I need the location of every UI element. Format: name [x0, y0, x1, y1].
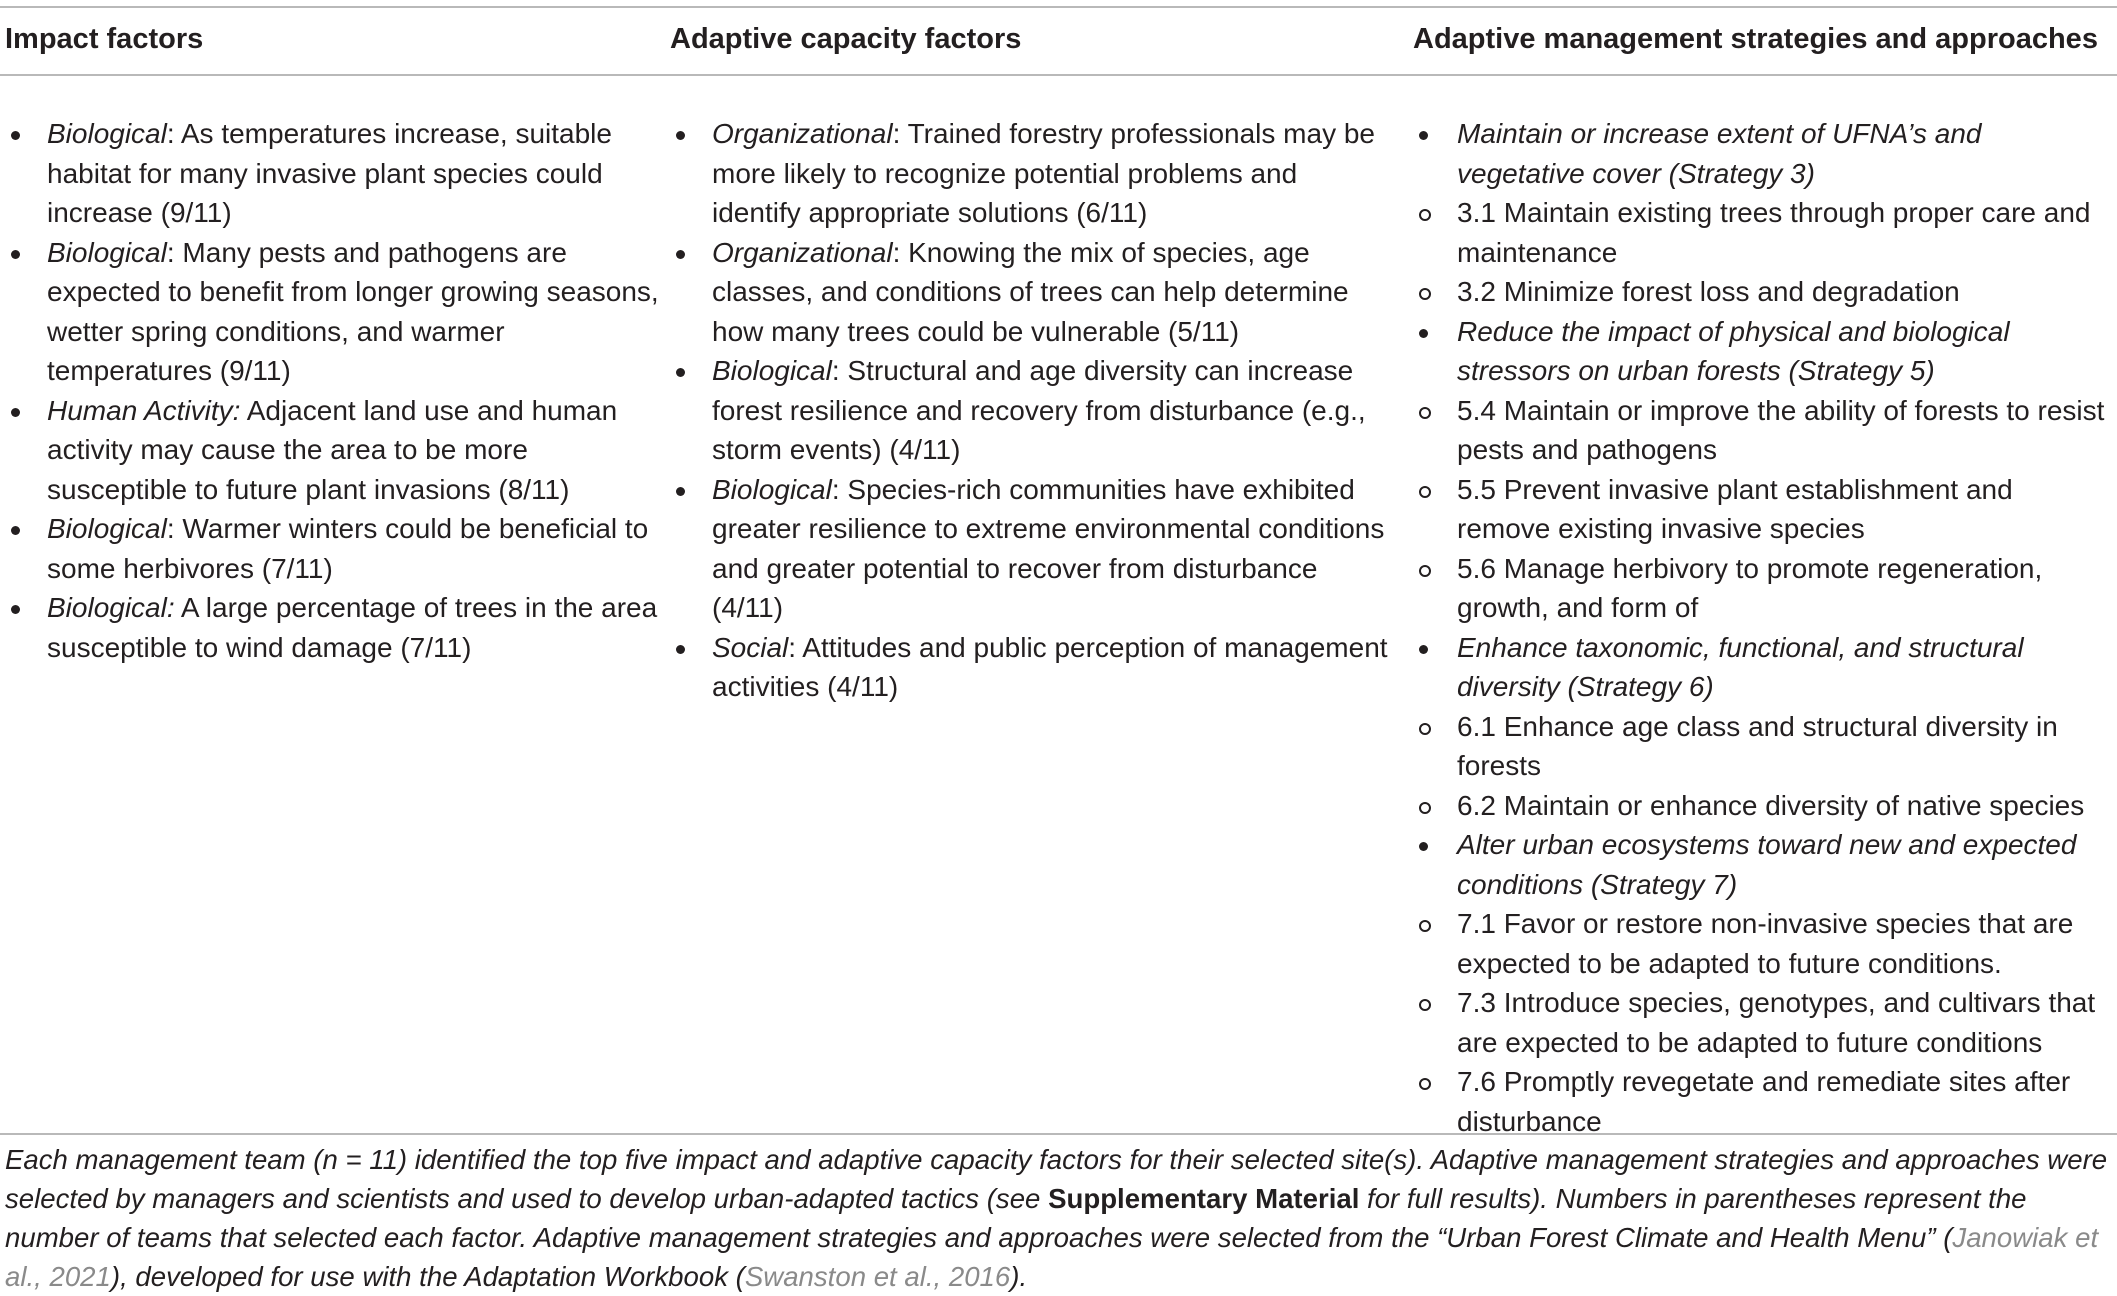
- bullet-icon: [676, 487, 685, 496]
- citation-janowiak-link[interactable]: Janowiak et al., 2021: [5, 1222, 2099, 1292]
- factor-text: : Structural and age diversity can increase forest resilience and recovery from disturbance (e.g., storm events) (4/11): [712, 355, 1366, 465]
- factor-category: Biological: [47, 513, 167, 544]
- approach-item: [1413, 272, 2113, 312]
- approach-item: [1413, 904, 2113, 983]
- list-item: [5, 114, 665, 233]
- approach-text: 5.4 Maintain or improve the ability of forests to resist pests and pathogens: [1457, 394, 2105, 465]
- table-top-rule: [0, 6, 2117, 8]
- strategy-item: [1413, 114, 2113, 193]
- bullet-icon: [11, 605, 20, 614]
- factor-text: : Attitudes and public perception of management activities (4/11): [712, 631, 1388, 702]
- adaptive-capacity-header: Adaptive capacity factors: [670, 23, 1022, 55]
- approach-item: [1413, 549, 2113, 628]
- list-item: [5, 509, 665, 588]
- factor-text: : Warmer winters could be beneficial to some herbivores (7/11): [47, 513, 649, 584]
- factor-category: Organizational: [712, 118, 893, 149]
- header-rule: [0, 74, 2117, 76]
- factor-category: Social: [712, 631, 789, 663]
- table-footnote: [5, 1140, 2115, 1296]
- approach-text: 7.6 Promptly revegetate and remediate sites after disturbance: [1457, 1066, 2071, 1137]
- bullet-icon: [11, 408, 20, 417]
- bullet-icon: [676, 645, 685, 654]
- list-item: [670, 114, 1390, 233]
- approach-item: [1413, 391, 2113, 470]
- approach-text: 6.2 Maintain or enhance diversity of native species: [1457, 789, 2085, 821]
- factor-category: Biological: [47, 236, 167, 268]
- list-item: [670, 233, 1390, 352]
- footnote-text-4: ).: [1010, 1261, 1028, 1292]
- factor-category: Biological: [712, 355, 832, 386]
- list-item: [5, 391, 665, 510]
- bullet-icon: [676, 131, 685, 140]
- approach-text: 5.5 Prevent invasive plant establishment and remove existing invasive species: [1457, 473, 2013, 544]
- factor-text: A large percentage of trees in the area susceptible to wind damage (7/11): [47, 592, 658, 663]
- approach-item: [1413, 786, 2113, 826]
- bullet-icon: [676, 368, 685, 377]
- circle-bullet-icon: [1419, 802, 1431, 814]
- bullet-icon: [1419, 329, 1428, 338]
- bullet-icon: [1419, 645, 1428, 654]
- circle-bullet-icon: [1419, 723, 1431, 735]
- circle-bullet-icon: [1419, 209, 1431, 221]
- list-item: [5, 233, 665, 391]
- approach-item: [1413, 707, 2113, 786]
- strategy-text: Reduce the impact of physical and biological stressors on urban forests (Strategy 5): [1457, 315, 2010, 386]
- circle-bullet-icon: [1419, 920, 1431, 932]
- factor-category: Biological: [712, 473, 832, 505]
- circle-bullet-icon: [1419, 1078, 1431, 1090]
- strategies-list: [1413, 114, 2113, 1141]
- circle-bullet-icon: [1419, 288, 1431, 300]
- strategy-item: [1413, 825, 2113, 904]
- factor-text: : Many pests and pathogens are expected to benefit from longer growing seasons, wetter spring conditions, and warmer temperatures (9/11): [47, 236, 659, 386]
- factor-category: Biological:: [47, 592, 175, 623]
- factor-text: Adjacent land use and human activity may cause the area to be more susceptible to future plant invasions (8/11): [47, 394, 618, 505]
- factor-category: Organizational: [712, 236, 893, 268]
- impact-factors-header: Impact factors: [5, 23, 204, 55]
- approach-text: 6.1 Enhance age class and structural diversity in forests: [1457, 710, 2058, 781]
- strategy-text: Alter urban ecosystems toward new and expected conditions (Strategy 7): [1457, 829, 2077, 900]
- bullet-icon: [11, 526, 20, 535]
- factor-text: : Species-rich communities have exhibited greater resilience to extreme environmental conditions and greater potential to recover from disturbance (4/11): [712, 473, 1385, 623]
- impact-factors-list: [5, 114, 665, 667]
- circle-bullet-icon: [1419, 565, 1431, 577]
- approach-item: [1413, 983, 2113, 1062]
- bullet-icon: [1419, 842, 1428, 851]
- circle-bullet-icon: [1419, 999, 1431, 1011]
- adaptive-capacity-list: [670, 114, 1390, 707]
- list-item: [670, 470, 1390, 628]
- footnote-text-2: for full results). Numbers in parentheses represent the number of teams that selected each factor. Adaptive management strategies and approaches were selected from the “Urban Forest Climate and Health Menu” (: [5, 1183, 2027, 1253]
- bullet-icon: [11, 250, 20, 259]
- footnote-text-1: Each management team (n = 11) identified the top five impact and adaptive capacity factors for their selected site(s). Adaptive management strategies and approaches were selected by managers and scientists and used to develop urban-adapted tactics (see: [5, 1144, 2108, 1214]
- factor-category: Biological: [47, 118, 167, 149]
- bullet-icon: [676, 250, 685, 259]
- approach-item: [1413, 193, 2113, 272]
- list-item: [670, 351, 1390, 470]
- approach-text: 3.2 Minimize forest loss and degradation: [1457, 276, 1960, 307]
- strategy-item: [1413, 628, 2113, 707]
- factor-text: : Trained forestry professionals may be more likely to recognize potential problems and identify appropriate solutions (6/11): [712, 118, 1376, 228]
- approach-text: 7.3 Introduce species, genotypes, and cultivars that are expected to be adapted to future conditions: [1457, 987, 2096, 1058]
- approach-text: 3.1 Maintain existing trees through proper care and maintenance: [1457, 197, 2091, 268]
- citation-swanston-link[interactable]: Swanston et al., 2016: [744, 1261, 1011, 1292]
- bullet-icon: [1419, 131, 1428, 140]
- strategies-header: Adaptive management strategies and approaches: [1413, 23, 2098, 55]
- circle-bullet-icon: [1419, 486, 1431, 498]
- footnote-text-3: ), developed for use with the Adaptation Workbook (: [110, 1261, 745, 1292]
- strategy-text: Maintain or increase extent of UFNA’s and vegetative cover (Strategy 3): [1457, 118, 1982, 189]
- supplementary-material-link[interactable]: Supplementary Material: [1048, 1183, 1360, 1214]
- approach-item: [1413, 470, 2113, 549]
- factor-category: Human Activity:: [47, 394, 241, 426]
- bullet-icon: [11, 131, 20, 140]
- circle-bullet-icon: [1419, 407, 1431, 419]
- strategy-item: [1413, 312, 2113, 391]
- factor-text: : As temperatures increase, suitable habitat for many invasive plant species could increase (9/11): [47, 118, 612, 228]
- approach-text: 5.6 Manage herbivory to promote regeneration, growth, and form of: [1457, 552, 2043, 623]
- list-item: [670, 628, 1390, 707]
- strategy-text: Enhance taxonomic, functional, and structural diversity (Strategy 6): [1457, 631, 2024, 702]
- factor-text: : Knowing the mix of species, age classes, and conditions of trees can help determine how many trees could be vulnerable (5/11): [712, 236, 1349, 347]
- approach-item: [1413, 1062, 2113, 1141]
- list-item: [5, 588, 665, 667]
- approach-text: 7.1 Favor or restore non-invasive species that are expected to be adapted to future conditions.: [1457, 908, 2074, 979]
